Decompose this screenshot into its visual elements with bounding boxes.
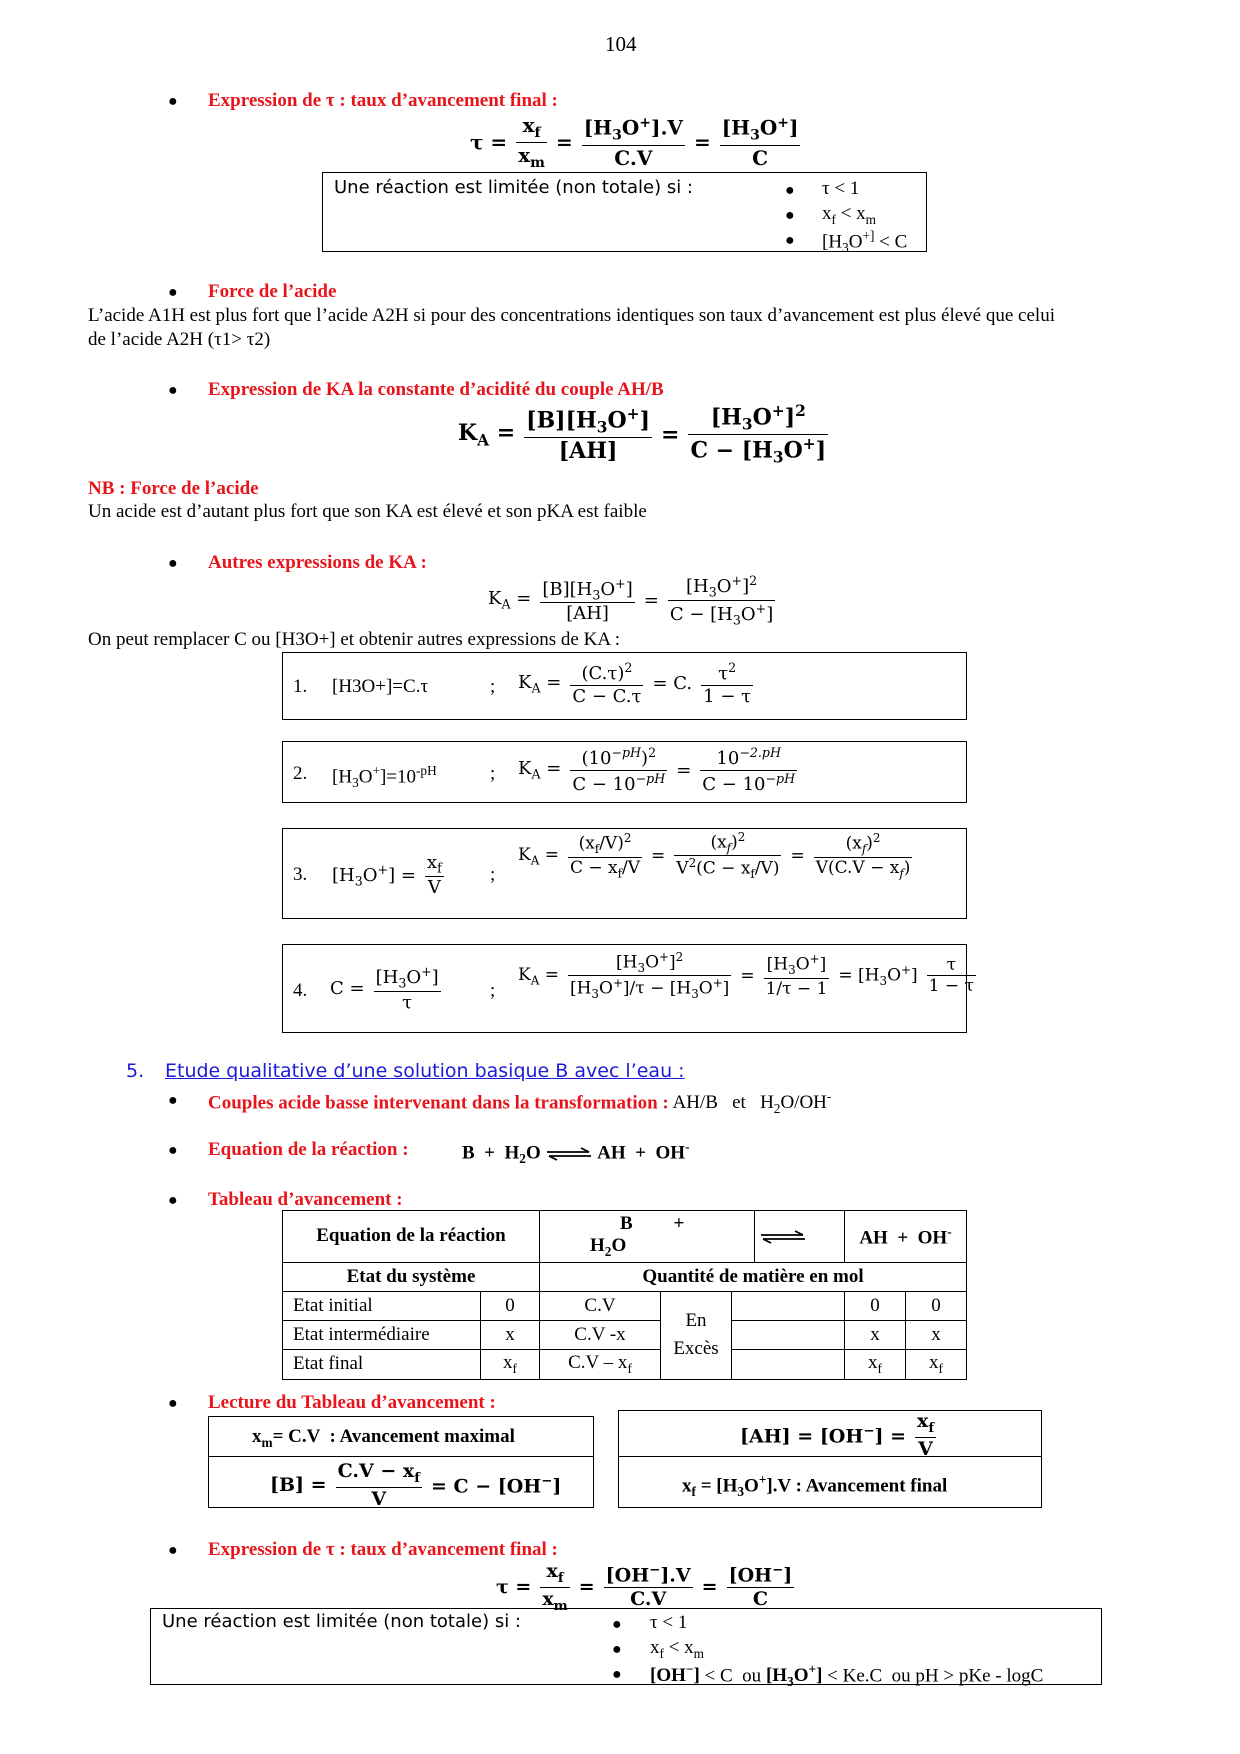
limit-title-2: Une réaction est limitée (non totale) si : xyxy=(162,1611,521,1632)
box-2-formula: $K_A$ = $\frac{(10^{-pH})^2}{C - 10^{-pH}}$ = $\frac{10^{-2.pH}}{C - 10^{-pH}}$ xyxy=(518,745,796,795)
page-number: 104 xyxy=(605,32,637,56)
separator: ; xyxy=(490,864,496,885)
heading-couples: Couples acide basse intervenant dans la transformation : xyxy=(208,1092,669,1114)
limit-2-item-1: τ < 1 xyxy=(650,1612,688,1633)
heading-tau: Expression de τ : taux d’avancement final : xyxy=(208,90,558,111)
limit-item-3: [$H_3O^{+]} < C$ xyxy=(822,228,908,256)
section-5-title: Etude qualitative d’une solution basique B avec l’eau : xyxy=(165,1060,685,1082)
couples-value: AH/B et $H_2O/OH^-$ xyxy=(672,1089,832,1117)
ka-formula-2: $K_A$ = $\frac{[B][H_3O^+]}{[AH]}$ = $\frac{[H_3O^+]^2}{C - [H_3O^+]}$ xyxy=(488,573,774,628)
box-4-condition: C = $\frac{[H_3O^+]}{\tau}$ xyxy=(330,964,439,1013)
heading-lecture: Lecture du Tableau d’avancement : xyxy=(208,1392,496,1413)
xm-text: $x_m= C.V$ : Avancement maximal xyxy=(252,1426,515,1450)
box-1-condition: [H3O+]=C.τ xyxy=(332,676,429,697)
heading-autres: Autres expressions de KA : xyxy=(208,552,427,573)
nb-title: NB : Force de l’acide xyxy=(88,478,259,499)
box-1-formula: $K_A$ = $\frac{(C.\tau)^2}{C - C.\tau}$ = C. $\frac{\tau^2}{1 - \tau}$ xyxy=(518,660,752,707)
advancement-table: Equation de la réaction $B + H_2O$ AH + OH- Etat du système Quantité de matière en mol Etat initial 0 C.V En Excès 0 0 Etat intermédiaire x C.V -x x x Etat final $x_f$ $C.V - x_f$ $x_f$ $x_f$ xyxy=(282,1210,967,1380)
box-4-formula: $K_A$ = $\frac{[H_3O^+]^2}{[H_3O^+]/\tau - [H_3O^+]}$ = $\frac{[H_3O^+]}{1/\tau - 1}$ = $[H_3O^+]$ $\frac{\tau}{1 - \tau}$ xyxy=(518,950,974,1002)
limit-2-item-2: $x_f < x_m$ xyxy=(650,1637,704,1661)
force-text-2: de l’acide A2H (τ1> τ2) xyxy=(88,329,271,350)
ka-formula: $K_A$ = $\frac{[B][H_3O^+]}{[AH]}$ = $\frac{[H_3O^+]^2}{C - [H_3O^+]}$ xyxy=(458,402,827,467)
box-3-formula: $K_A$ = $\frac{(x_f/V)^2}{C - x_f/V}$ = $\frac{(x_f)^2}{V^2(C - x_f/V)}$ = $\frac{(x_f)^2}{V(C.V - x_f)}$ xyxy=(518,830,911,882)
page: 104 ● Expression de τ : taux d’avancement final : τ = $\frac{x_f}{x_m}$ = $\frac{[H_3O^+].V}{C.V}$ = $\frac{[H_3O^+]}{C}$ Une réaction est limitée (non totale) si : ● τ < 1 ● $x_f < x_m$ ● [$H_3O^{+]} < C$ ● Force de l’acide L’acide A1H est plus fort que l’acide A2H si pour des concentrations identiques son taux d’avancement est plus élevé que celui de l’acide A2H (τ1> τ2) ● Expression de KA la constante d’acidité du couple AH/B $K_A$ = $\frac{[B][H_3O^+]}{[AH]}$ = $\frac{[H_3O^+]^2}{C - [H_3O^+]}$ NB : Force de l’acide Un acide est d’autant plus fort que son KA est élevé et son pKA est faible ● Autres expressions de KA : $K_A$ = $\frac{[B][H_3O^+]}{[AH]}$ = $\frac{[H_3O^+]^2}{C - [H_3O^+]}$ On peut remplacer C ou [H3O+] et obtenir autres expressions de KA : 1. [H3O+]=C.τ ; $K_A$ = $\frac{(C.\tau)^2}{C - C.\tau}$ = C. $\frac{\tau^2}{1 - \tau}$ 2. $[H_3O^+]=10^{-pH}$ ; $K_A$ = $\frac{(10^{-pH})^2}{C - 10^{-pH}}$ = $\frac{10^{-2.pH}}{C - 10^{-pH}}$ 3. $[H_3O^+]$ = $\frac{x_f}{V}$ ; $K_A$ = $\frac{(x_f/V)^2}{C - x_f/V}$ = $\frac{(x_f)^2}{V^2(C - x_f/V)}$ = $\frac{(x_f)^2}{V(C.V - x_f)}$ 4. C = $\frac{[H_3O^+]}{\tau}$ ; $K_A$ = $\frac{[H_3O^+]^2}{[H_3O^+]/\tau - [H_3O^+]}$ = $\frac{[H_3O^+]}{1/\tau - 1}$ = $[H_3O^+]$ $\frac{\tau}{1 - \tau}$ 5. Etude qualitative d’une solution basique B avec l’eau : ● Couples acide basse intervenant dans la transformation : AH/B et $H_2O/OH^-$ ● Equation de la réaction : $B + H_2O$ AH + OH- ● Tableau d’avancement : Equation de la réaction $B + H_2O$ AH + OH- Etat du système Quantité de matière en mol Etat initial 0 C.V En Excès 0 0 Etat intermédiaire x C.V -x x x Etat final $x_f$ $C.V - x_f$ $x_f$ $x_f$ ● Lecture du Tableau d’avancement : $x_m= C.V$ : Avancement maximal [B] = $\frac{C.V - x_f}{V}$ = C − [OH−] [AH] = [OH−] = $\frac{x_f}{V}$ $x_f = [H_3O^+].V$ : Avancement final ● Expression de τ : taux d’avancement final : τ = $\frac{x_f}{x_m}$ = $\frac{[OH^-].V}{C.V}$ = $\frac{[OH^-]}{C}$ Une réaction est limitée (non totale) si : ● τ < 1 ● $x_f < x_m$ ● [OH−] < C ou $[H_3O^+] < Ke.C$ ou pH > pKe - logC xyxy=(0,0,1240,1754)
heading-tau-2: Expression de τ : taux d’avancement final : xyxy=(208,1539,558,1560)
box-2-condition: $[H_3O^+]=10^{-pH}$ xyxy=(332,763,437,791)
equilibrium-arrow-icon xyxy=(759,1230,807,1244)
limit-item-2: $x_f < x_m$ xyxy=(822,203,876,227)
force-text-1: L’acide A1H est plus fort que l’acide A2H si pour des concentrations identiques son taux d’avancement est plus élevé que celui xyxy=(88,305,1055,326)
limit-2-item-3: [OH−] < C ou $[H_3O^+] < Ke.C$ ou pH > pKe - logC xyxy=(650,1662,1044,1690)
table-equation-cell: $B + H_2O$ xyxy=(540,1211,755,1263)
separator: ; xyxy=(490,980,496,1001)
limit-title: Une réaction est limitée (non totale) si : xyxy=(334,177,693,198)
table-row: Etat final $x_f$ $C.V - x_f$ $x_f$ $x_f$ xyxy=(283,1349,967,1379)
ah-formula: [AH] = [OH−] = $\frac{x_f}{V}$ xyxy=(740,1410,935,1460)
table-row: Etat initial 0 C.V En Excès 0 0 xyxy=(283,1291,967,1320)
bullet: ● xyxy=(168,93,178,110)
box-4-number: 4. xyxy=(293,980,308,1001)
xf-text: $x_f = [H_3O^+].V$ : Avancement final xyxy=(682,1472,948,1500)
tau-formula-2: τ = $\frac{x_f}{x_m}$ = $\frac{[OH^-].V}{C.V}$ = $\frac{[OH^-]}{C}$ xyxy=(496,1560,793,1614)
table-row: Etat intermédiaire x C.V -x x x xyxy=(283,1320,967,1349)
divider xyxy=(208,1456,594,1457)
equation: $B + H_2O$ AH + OH- xyxy=(462,1139,690,1167)
table-header-quantite: Quantité de matière en mol xyxy=(540,1262,967,1291)
equilibrium-arrow-icon xyxy=(545,1147,593,1161)
nb-text: Un acide est d’autant plus fort que son KA est élevé et son pKA est faible xyxy=(88,501,647,522)
b-formula: [B] = $\frac{C.V - x_f}{V}$ = C − [OH−] xyxy=(270,1460,562,1510)
en-exces: En Excès xyxy=(661,1291,732,1379)
box-1-number: 1. xyxy=(293,676,308,697)
separator: ; xyxy=(490,676,496,697)
replace-text: On peut remplacer C ou [H3O+] et obtenir autres expressions de KA : xyxy=(88,629,621,650)
table-header-etat: Etat du système xyxy=(283,1262,540,1291)
heading-tableau: Tableau d’avancement : xyxy=(208,1189,403,1210)
separator: ; xyxy=(490,763,496,784)
heading-ka: Expression de KA la constante d’acidité du couple AH/B xyxy=(208,379,664,400)
box-3-number: 3. xyxy=(293,864,308,885)
heading-force: Force de l’acide xyxy=(208,281,337,302)
tau-formula: τ = $\frac{x_f}{x_m}$ = $\frac{[H_3O^+].V}{C.V}$ = $\frac{[H_3O^+]}{C}$ xyxy=(470,113,799,171)
couples-line xyxy=(208,1089,831,1116)
box-2-number: 2. xyxy=(293,763,308,784)
section-5-number: 5. xyxy=(126,1060,145,1082)
box-3-condition: $[H_3O^+]$ = $\frac{x_f}{V}$ xyxy=(332,852,442,898)
table-header-equation: Equation de la réaction xyxy=(283,1211,540,1263)
limit-item-1: τ < 1 xyxy=(822,178,860,199)
heading-equation: Equation de la réaction : xyxy=(208,1139,409,1160)
